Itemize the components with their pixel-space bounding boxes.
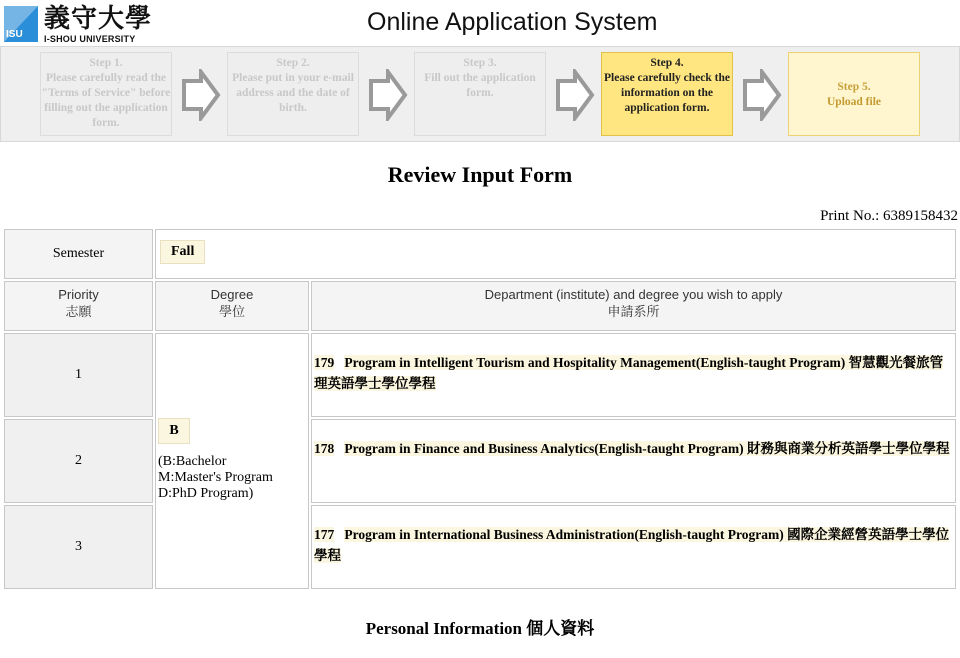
- department-name: Program in Finance and Business Analytics(English-taught Program) 財務與商業分析英語學士學位學程: [344, 441, 950, 456]
- step-arrow-icon: [555, 69, 595, 121]
- personal-information-title: Personal Information 個人資料: [365, 619, 595, 638]
- step-number: Step 2.: [276, 57, 310, 69]
- step-arrow-icon: [368, 69, 408, 121]
- step-number: Step 5.: [837, 81, 871, 93]
- department-code: 178: [314, 441, 335, 456]
- step-3: [414, 52, 546, 136]
- priority-cell-2: 2: [4, 419, 153, 503]
- step-1: [40, 52, 172, 136]
- department-header-zh: 申請系所: [607, 304, 660, 319]
- degree-header: [155, 281, 309, 331]
- step-description: Fill out the application form.: [424, 72, 536, 99]
- step-description: Please carefully read the "Terms of Service" before filling out the application form.: [41, 72, 171, 129]
- degree-legend: (B:Bachelor M:Master's Program D:PhD Program): [158, 454, 273, 501]
- step-number: Step 1.: [89, 57, 123, 69]
- semester-value-cell: [155, 229, 956, 279]
- priority-header-en: Priority: [58, 287, 99, 302]
- degree-cell: [155, 333, 309, 589]
- step-number: Step 3.: [463, 57, 497, 69]
- degree-header-zh: 學位: [218, 304, 245, 319]
- step-number: Step 4.: [650, 57, 684, 69]
- department-name: Program in International Business Administration(English-taught Program) 國際企業經營英語學士學位學程: [314, 527, 950, 563]
- step-5: [788, 52, 920, 136]
- semester-value: Fall: [160, 240, 205, 264]
- page-title: Review Input Form: [387, 162, 573, 187]
- priority-header: [4, 281, 153, 331]
- department-choice-3: [311, 505, 956, 589]
- step-2: [227, 52, 359, 136]
- step-4: [601, 52, 733, 136]
- step-arrow-icon: [742, 69, 782, 121]
- step-description: Please carefully check the information on the application form.: [604, 72, 730, 114]
- department-name: Program in Intelligent Tourism and Hospitality Management(English-taught Program) 智慧觀光餐旅管理英語學士學位學程: [314, 355, 944, 391]
- app-title: Online Application System: [367, 8, 658, 36]
- department-choice-1: [311, 333, 956, 417]
- priority-cell-3: 3: [4, 505, 153, 589]
- department-choice-2: [311, 419, 956, 503]
- priority-cell-1: 1: [4, 333, 153, 417]
- department-code: 177: [314, 527, 335, 542]
- department-code: 179: [314, 355, 335, 370]
- step-description: Upload file: [827, 96, 881, 108]
- semester-label: Semester: [4, 229, 153, 279]
- degree-header-en: Degree: [210, 287, 254, 302]
- degree-value: B: [158, 418, 190, 444]
- step-arrow-icon: [181, 69, 221, 121]
- print-number: Print No.: 6389158432: [820, 208, 958, 224]
- step-description: Please put in your e-mail address and the date of birth.: [232, 72, 354, 114]
- logo-chinese-name: 義守大學: [44, 4, 153, 34]
- priority-header-zh: 志願: [65, 304, 92, 319]
- university-logo[interactable]: [4, 4, 169, 44]
- isu-logo-mark: ISU: [4, 6, 38, 42]
- page-header: [0, 0, 960, 46]
- department-header-en: Department (institute) and degree you wish to apply: [484, 287, 783, 302]
- department-header: [311, 281, 956, 331]
- progress-steps: [0, 46, 960, 142]
- logo-english-name: I-SHOU UNIVERSITY: [44, 34, 136, 44]
